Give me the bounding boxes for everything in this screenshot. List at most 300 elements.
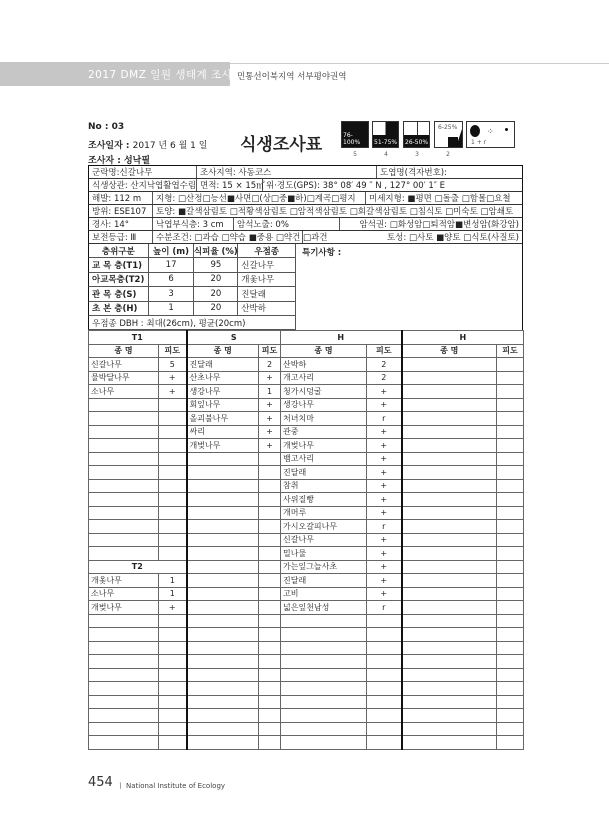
species-cover <box>497 452 524 466</box>
species-name: 생강나무 <box>281 398 367 412</box>
gps: 위·경도(GPS): 38° 08′ 49 ″ N , 127° 00′ 1″ E <box>266 181 445 191</box>
species-cover: + <box>367 452 402 466</box>
strata-row <box>88 273 296 288</box>
species-name <box>402 574 497 588</box>
species-name <box>89 466 159 480</box>
stratum-dominant: 산박하 <box>238 302 296 316</box>
stratum-name: 초 본 층(H) <box>89 302 149 316</box>
species-cover: 1 <box>159 587 187 601</box>
species-name <box>402 520 497 534</box>
cover-header: 피도 <box>497 344 524 358</box>
legend-label: 1 + r <box>471 139 487 146</box>
species-cover: + <box>367 385 402 399</box>
species-name <box>281 614 367 628</box>
species-name <box>187 695 259 709</box>
species-cover <box>367 722 402 736</box>
stratum-name: 교 목 층(T1) <box>89 258 149 272</box>
species-name <box>187 682 259 696</box>
footer-org: ㅣ National Institute of Ecology <box>117 782 226 790</box>
species-cover <box>259 655 281 669</box>
species-cover <box>259 506 281 520</box>
species-cover: 1 <box>259 385 281 399</box>
table-row <box>89 668 524 682</box>
species-name <box>402 695 497 709</box>
surveyor-label: 조사자 : <box>88 156 121 166</box>
info-row-3 <box>88 192 523 205</box>
stratum-dominant: 신갈나무 <box>238 258 296 272</box>
species-name <box>402 682 497 696</box>
species-name: 올괴불나무 <box>187 412 259 426</box>
species-name: 사위질빵 <box>281 493 367 507</box>
species-cover <box>497 601 524 615</box>
species-cover: + <box>159 385 187 399</box>
species-name: 개옻나무 <box>89 574 159 588</box>
species-cover: 1 <box>159 574 187 588</box>
species-name: 처녀치마 <box>281 412 367 426</box>
species-name: 산박하 <box>281 358 367 372</box>
species-cover: + <box>367 506 402 520</box>
table-row <box>89 506 524 520</box>
species-name: 개머루 <box>281 506 367 520</box>
cover-header: 피도 <box>259 344 281 358</box>
community-name: 군락명:신갈나무 <box>89 166 197 178</box>
species-name <box>402 722 497 736</box>
species-name: 신갈나무 <box>89 358 159 372</box>
layer-header: H <box>281 331 402 345</box>
legend-cover-4 <box>372 121 399 148</box>
species-cover <box>259 520 281 534</box>
page-title: 식생조사표 <box>240 135 323 155</box>
strata-col: 우점종 <box>238 244 296 257</box>
species-cover <box>497 371 524 385</box>
species-name <box>187 655 259 669</box>
species-name <box>89 493 159 507</box>
species-cover <box>497 722 524 736</box>
species-cover <box>367 668 402 682</box>
species-name <box>402 466 497 480</box>
table-row <box>89 722 524 736</box>
species-cover: 5 <box>159 358 187 372</box>
species-cover: + <box>259 439 281 453</box>
species-name <box>281 736 367 750</box>
species-cover: + <box>259 371 281 385</box>
species-cover <box>259 641 281 655</box>
species-name: 개벚나무 <box>89 601 159 615</box>
species-cover <box>497 641 524 655</box>
species-cover: + <box>367 547 402 561</box>
species-cover <box>159 398 187 412</box>
species-name <box>187 547 259 561</box>
legend-cover-3 <box>403 121 430 148</box>
table-row <box>89 547 524 561</box>
strata-col: 식피율 (%) <box>194 244 238 257</box>
legend-label: 76-100% <box>343 132 361 146</box>
species-cover <box>159 425 187 439</box>
species-name <box>187 479 259 493</box>
species-name: 가시오갈피나무 <box>281 520 367 534</box>
species-name <box>281 722 367 736</box>
species-cover <box>259 736 281 750</box>
species-name <box>89 736 159 750</box>
species-name <box>402 601 497 615</box>
species-name <box>402 398 497 412</box>
species-name: 물박달나무 <box>89 371 159 385</box>
species-name <box>402 655 497 669</box>
topography: 지형: □산정□능선■사면□(상□중■하)□계곡□평지 <box>153 192 366 204</box>
species-cover: + <box>159 601 187 615</box>
stratum-height: 3 <box>149 287 195 301</box>
species-name <box>89 412 159 426</box>
stratum-cover: 20 <box>194 287 238 301</box>
soil-type: 토양: ■갈색삼림토 □적황색삼림토 □암적색삼림토 □회갈색삼림토 □침식토 □미숙토 □암쇄토 <box>156 207 514 217</box>
species-cover <box>259 493 281 507</box>
species-cover <box>259 682 281 696</box>
species-cover <box>497 398 524 412</box>
dominant-dbh: 우점종 DBH : 최대(26cm), 평균(20cm) <box>92 318 246 329</box>
species-name <box>402 587 497 601</box>
species-name <box>281 655 367 669</box>
species-name <box>281 695 367 709</box>
stratum-name: 아교목층(T2) <box>89 273 149 287</box>
species-name <box>89 682 159 696</box>
info-row-2 <box>88 179 523 192</box>
conservation-grade: 보전등급: Ⅲ <box>89 231 153 243</box>
table-row <box>89 709 524 723</box>
column-header-row <box>89 344 524 358</box>
legend-score: 2 <box>446 151 450 158</box>
species-name <box>402 385 497 399</box>
species-cover <box>159 641 187 655</box>
table-row <box>89 533 524 547</box>
species-cover <box>159 479 187 493</box>
t2-label: T2 <box>89 560 187 574</box>
table-row <box>89 452 524 466</box>
legend-label: 51-75% <box>374 139 398 146</box>
table-row <box>89 425 524 439</box>
species-cover <box>159 547 187 561</box>
species-name <box>89 709 159 723</box>
species-cover <box>159 695 187 709</box>
species-cover <box>367 682 402 696</box>
species-name <box>187 452 259 466</box>
species-name <box>89 628 159 642</box>
species-name <box>402 425 497 439</box>
species-cover <box>259 709 281 723</box>
species-name <box>402 412 497 426</box>
species-name <box>187 628 259 642</box>
info-row-1 <box>88 165 523 179</box>
altitude: 해발: 112 m <box>89 192 153 204</box>
species-cover <box>497 655 524 669</box>
species-name <box>402 709 497 723</box>
species-name: 관중 <box>281 425 367 439</box>
table-row <box>89 479 524 493</box>
page-number: 454 <box>88 775 113 790</box>
species-name: 싸리 <box>187 425 259 439</box>
microtopography: 미세지형: ■평면 □돌출 □함몰□요철 <box>369 194 511 204</box>
species-name <box>187 668 259 682</box>
date-value: 2017 년 6 월 1 일 <box>132 141 208 151</box>
surveyor-value: 성낙필 <box>123 156 151 166</box>
table-row <box>89 587 524 601</box>
species-name <box>89 614 159 628</box>
species-cover <box>159 520 187 534</box>
species-cover <box>367 695 402 709</box>
species-cover <box>497 466 524 480</box>
species-name <box>89 547 159 561</box>
species-name <box>89 722 159 736</box>
species-cover: r <box>367 520 402 534</box>
table-row <box>89 601 524 615</box>
species-cover <box>497 682 524 696</box>
species-cover <box>259 466 281 480</box>
date-label: 조사일자 : <box>88 141 130 151</box>
species-cover <box>367 628 402 642</box>
species-name <box>402 452 497 466</box>
table-row <box>89 736 524 750</box>
table-row <box>89 641 524 655</box>
species-cover <box>497 385 524 399</box>
name-header: 종 명 <box>187 344 259 358</box>
species-name: 신갈나무 <box>281 533 367 547</box>
species-cover <box>497 736 524 750</box>
species-cover: + <box>367 425 402 439</box>
header-divider <box>230 63 609 64</box>
legend-label: 6-25% <box>438 124 458 131</box>
species-cover <box>159 655 187 669</box>
layer-header-row <box>89 331 524 345</box>
species-cover <box>259 452 281 466</box>
strata-col: 층위구분 <box>89 244 149 257</box>
table-row <box>89 398 524 412</box>
stratum-cover: 95 <box>194 258 238 272</box>
species-cover <box>367 641 402 655</box>
legend-label: 26-50% <box>405 139 429 146</box>
stratum-height: 17 <box>149 258 195 272</box>
species-name <box>281 628 367 642</box>
species-cover: + <box>159 371 187 385</box>
species-name <box>187 587 259 601</box>
species-cover: + <box>367 560 402 574</box>
species-cover: + <box>259 398 281 412</box>
strata-col: 높이 (m) <box>149 244 195 257</box>
table-row <box>89 466 524 480</box>
stratum-dominant: 진달래 <box>238 287 296 301</box>
species-cover <box>259 533 281 547</box>
species-name: 소나무 <box>89 385 159 399</box>
name-header: 종 명 <box>281 344 367 358</box>
table-row <box>89 439 524 453</box>
species-name: 개벚나무 <box>187 439 259 453</box>
species-cover: + <box>367 479 402 493</box>
species-cover <box>159 722 187 736</box>
species-cover <box>159 506 187 520</box>
legend-score: 4 <box>384 151 388 158</box>
species-cover: + <box>367 533 402 547</box>
species-name <box>402 614 497 628</box>
species-cover <box>497 587 524 601</box>
species-name <box>89 479 159 493</box>
remarks: 특기사항 : <box>296 243 523 330</box>
species-name <box>187 709 259 723</box>
moisture: 수분조건: □과습 □약습 ■중용 □약건 □과건 <box>153 231 303 243</box>
species-cover <box>497 668 524 682</box>
species-name <box>402 736 497 750</box>
species-cover <box>159 452 187 466</box>
footer-org-name: National Institute of Ecology <box>126 782 226 790</box>
species-cover: + <box>259 425 281 439</box>
species-cover <box>497 574 524 588</box>
species-cover <box>159 709 187 723</box>
species-cover <box>497 358 524 372</box>
litter-layer: 낙엽부식층: 3 cm <box>153 218 234 230</box>
species-name: 청가시덩굴 <box>281 385 367 399</box>
species-cover <box>497 425 524 439</box>
species-name <box>89 398 159 412</box>
layer-header: H <box>402 331 524 345</box>
species-name <box>402 560 497 574</box>
table-row <box>89 574 524 588</box>
info-row-4 <box>88 205 523 218</box>
species-name <box>187 520 259 534</box>
species-cover <box>159 628 187 642</box>
cover-header: 피도 <box>367 344 402 358</box>
species-name: 가는잎그늘사초 <box>281 560 367 574</box>
table-row <box>89 614 524 628</box>
species-cover <box>159 412 187 426</box>
cover-header: 피도 <box>159 344 187 358</box>
species-cover <box>159 439 187 453</box>
stratum-cover: 20 <box>194 302 238 316</box>
species-cover: + <box>259 412 281 426</box>
species-cover: + <box>367 466 402 480</box>
species-cover <box>259 695 281 709</box>
species-name: 소나무 <box>89 587 159 601</box>
species-name: 진달래 <box>187 358 259 372</box>
species-name: 참취 <box>281 479 367 493</box>
species-cover <box>497 479 524 493</box>
species-cover: 2 <box>367 371 402 385</box>
species-name <box>402 641 497 655</box>
species-name <box>187 466 259 480</box>
species-name <box>89 506 159 520</box>
species-name <box>89 520 159 534</box>
aspect: 방위: ESE107 <box>89 205 153 217</box>
species-name <box>187 506 259 520</box>
table-row <box>89 682 524 696</box>
plot-area: 면적: 15 × 15㎡ <box>197 179 263 191</box>
species-cover: + <box>367 398 402 412</box>
species-name <box>402 628 497 642</box>
strata-header <box>88 244 296 258</box>
species-name: 개벚나무 <box>281 439 367 453</box>
species-name <box>187 641 259 655</box>
species-cover <box>259 547 281 561</box>
species-name <box>281 641 367 655</box>
species-name <box>89 425 159 439</box>
species-name <box>281 709 367 723</box>
species-name <box>89 655 159 669</box>
species-cover: + <box>367 574 402 588</box>
species-cover <box>497 628 524 642</box>
species-name: 밀나물 <box>281 547 367 561</box>
stratum-name: 관 목 층(S) <box>89 287 149 301</box>
layer-header: T1 <box>89 331 187 345</box>
table-row <box>89 371 524 385</box>
species-cover <box>497 439 524 453</box>
species-name <box>402 668 497 682</box>
layer-header: S <box>187 331 281 345</box>
species-name: 고비 <box>281 587 367 601</box>
species-name <box>187 574 259 588</box>
species-cover <box>367 655 402 669</box>
species-cover <box>259 587 281 601</box>
legend-score: 5 <box>353 151 357 158</box>
stratum-cover: 20 <box>194 273 238 287</box>
species-cover <box>259 601 281 615</box>
species-name <box>402 533 497 547</box>
species-name <box>402 358 497 372</box>
legend-cover-2 <box>434 121 463 148</box>
species-cover <box>497 520 524 534</box>
species-cover <box>367 736 402 750</box>
table-row <box>89 412 524 426</box>
species-cover <box>259 628 281 642</box>
species-name <box>187 560 259 574</box>
species-name: 개고사리 <box>281 371 367 385</box>
species-name <box>187 736 259 750</box>
species-name <box>89 668 159 682</box>
stratum-dominant: 개옻나무 <box>238 273 296 287</box>
species-cover <box>497 614 524 628</box>
species-name <box>89 641 159 655</box>
table-row <box>89 695 524 709</box>
species-name <box>402 506 497 520</box>
info-row-5 <box>88 218 523 231</box>
species-cover <box>367 614 402 628</box>
name-header: 종 명 <box>402 344 497 358</box>
species-name <box>402 479 497 493</box>
species-table <box>88 330 524 750</box>
species-name: 생강나무 <box>187 385 259 399</box>
species-cover <box>259 722 281 736</box>
form-no: No : 03 <box>88 122 125 132</box>
species-cover <box>259 479 281 493</box>
species-cover <box>497 695 524 709</box>
species-name <box>89 452 159 466</box>
species-cover <box>159 466 187 480</box>
species-cover: r <box>367 412 402 426</box>
species-name <box>281 682 367 696</box>
survey-site: 조사지역: 사동코스 <box>197 166 377 178</box>
species-name <box>89 439 159 453</box>
strata-row <box>88 287 296 302</box>
name-header: 종 명 <box>89 344 159 358</box>
species-cover <box>159 668 187 682</box>
legend-cover-1-plus-r: ⁘ 1 + r <box>466 121 515 148</box>
stratum-height: 6 <box>149 273 195 287</box>
species-cover <box>497 493 524 507</box>
stratum-height: 1 <box>149 302 195 316</box>
species-name <box>89 695 159 709</box>
species-name <box>402 371 497 385</box>
bedrock: 암석권: □화성암□퇴적암■변성암(화강암) <box>359 220 519 230</box>
species-cover <box>159 682 187 696</box>
header-subtitle: 민통선이북지역 서부평야권역 <box>237 72 347 82</box>
species-cover <box>259 574 281 588</box>
table-row <box>89 560 524 574</box>
species-cover <box>259 614 281 628</box>
